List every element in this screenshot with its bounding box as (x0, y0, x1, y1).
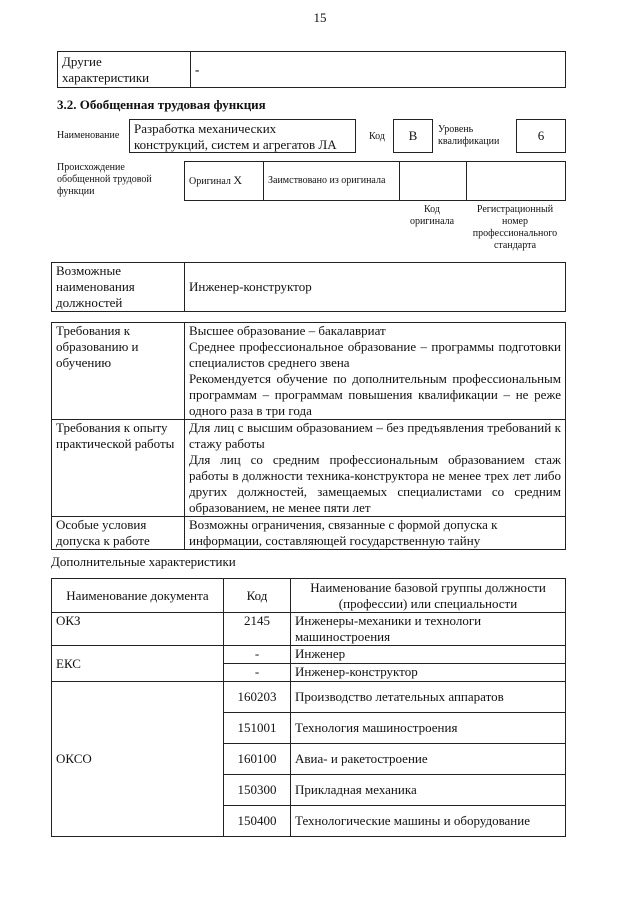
okso-name: Производство летательных аппаратов (291, 682, 566, 713)
eks-name: Инженер (291, 646, 566, 664)
origin-code-cell (400, 162, 467, 201)
header-code: Код (224, 579, 291, 613)
positions-label: Возможные наименования должностей (52, 263, 185, 312)
requirements-experience-values (185, 420, 566, 517)
otf-level-value: 6 (516, 119, 566, 153)
otf-code-label: Код (369, 131, 385, 142)
requirements-education-line: Среднее профессиональное образование – программы подготовки специалистов среднего звена (189, 339, 561, 370)
origin-code-caption: Код оригинала (409, 204, 455, 227)
page-number: 15 (313, 10, 327, 25)
table-row (52, 613, 566, 646)
okz-doc: ОКЗ (52, 613, 224, 646)
origin-reg-cell (467, 162, 566, 201)
positions-table (51, 262, 566, 312)
eks-name: Инженер-конструктор (291, 664, 566, 682)
header-name: Наименование базовой группы должности (профессии) или специальности (291, 579, 566, 613)
requirements-education-label: Требования к образованию и обучению (52, 323, 185, 420)
requirements-table (51, 322, 566, 550)
okso-name: Авиа- и ракетостроение (291, 744, 566, 775)
okso-code: 151001 (224, 713, 291, 744)
okso-name: Технология машиностроения (291, 713, 566, 744)
okz-code: 2145 (224, 613, 291, 646)
okso-code: 160203 (224, 682, 291, 713)
requirements-special-label: Особые условия допуска к работе (52, 517, 185, 550)
okso-name: Прикладная механика (291, 775, 566, 806)
additional-title: Дополнительные характеристики (51, 554, 236, 569)
additional-table (51, 578, 566, 837)
requirements-education-row (52, 323, 566, 420)
okso-code: 150400 (224, 806, 291, 837)
eks-code: - (224, 664, 291, 682)
other-characteristics-value: - (191, 52, 566, 88)
origin-label: Происхождение обобщенной трудовой функции (57, 162, 152, 197)
header-doc: Наименование документа (52, 579, 224, 613)
okso-doc: ОКСО (52, 682, 224, 837)
origin-original-mark: X (233, 173, 243, 187)
okso-name: Технологические машины и оборудование (291, 806, 566, 837)
eks-code: - (224, 646, 291, 664)
requirements-special-row (52, 517, 566, 550)
table-row (52, 682, 566, 713)
origin-original-cell (185, 162, 264, 201)
okso-code: 150300 (224, 775, 291, 806)
requirements-education-line: Рекомендуется обучение по дополнительным профессиональным программам – программам повышения квалификации – не реже одного раза в три года (189, 371, 561, 418)
otf-name-value: Разработка механических конструкций, систем и агрегатов ЛА (129, 119, 356, 153)
otf-name-label: Наименование (57, 130, 120, 141)
requirements-special-value: Возможны ограничения, связанные с формой допуска к информации, составляющей государственную тайну (185, 517, 566, 550)
otf-code-value: B (393, 119, 433, 153)
requirements-education-line: Высшее образование – бакалавриат (189, 323, 386, 338)
positions-value: Инженер-конструктор (185, 263, 566, 312)
otf-level-label: Уровень квалификации (438, 124, 500, 147)
okz-name: Инженеры-механики и технологи машиностроения (291, 613, 566, 646)
requirements-experience-line: Для лиц с высшим образованием – без предъявления требований к стажу работы (189, 420, 561, 451)
requirements-experience-row (52, 420, 566, 517)
other-characteristics-label: Другие характеристики (58, 52, 191, 88)
requirements-experience-line: Для лиц со средним профессиональным образованием стаж работы в должности техника-конструктора не менее трех лет либо других должностей, замещаемых специалистами со средним образованием, не менее пяти лет (189, 452, 561, 515)
requirements-education-values (185, 323, 566, 420)
table-row (52, 646, 566, 664)
eks-doc: ЕКС (52, 646, 224, 682)
origin-reg-caption: Регистрационный номер профессионального стандарта (472, 204, 558, 251)
origin-table (184, 161, 566, 201)
other-characteristics-table (57, 51, 566, 88)
origin-original-label: Оригинал (189, 176, 231, 187)
origin-borrowed-label: Заимствовано из оригинала (264, 162, 400, 201)
additional-header-row (52, 579, 566, 613)
requirements-experience-label: Требования к опыту практической работы (52, 420, 185, 517)
section-title: 3.2. Обобщенная трудовая функция (57, 97, 266, 112)
okso-code: 160100 (224, 744, 291, 775)
